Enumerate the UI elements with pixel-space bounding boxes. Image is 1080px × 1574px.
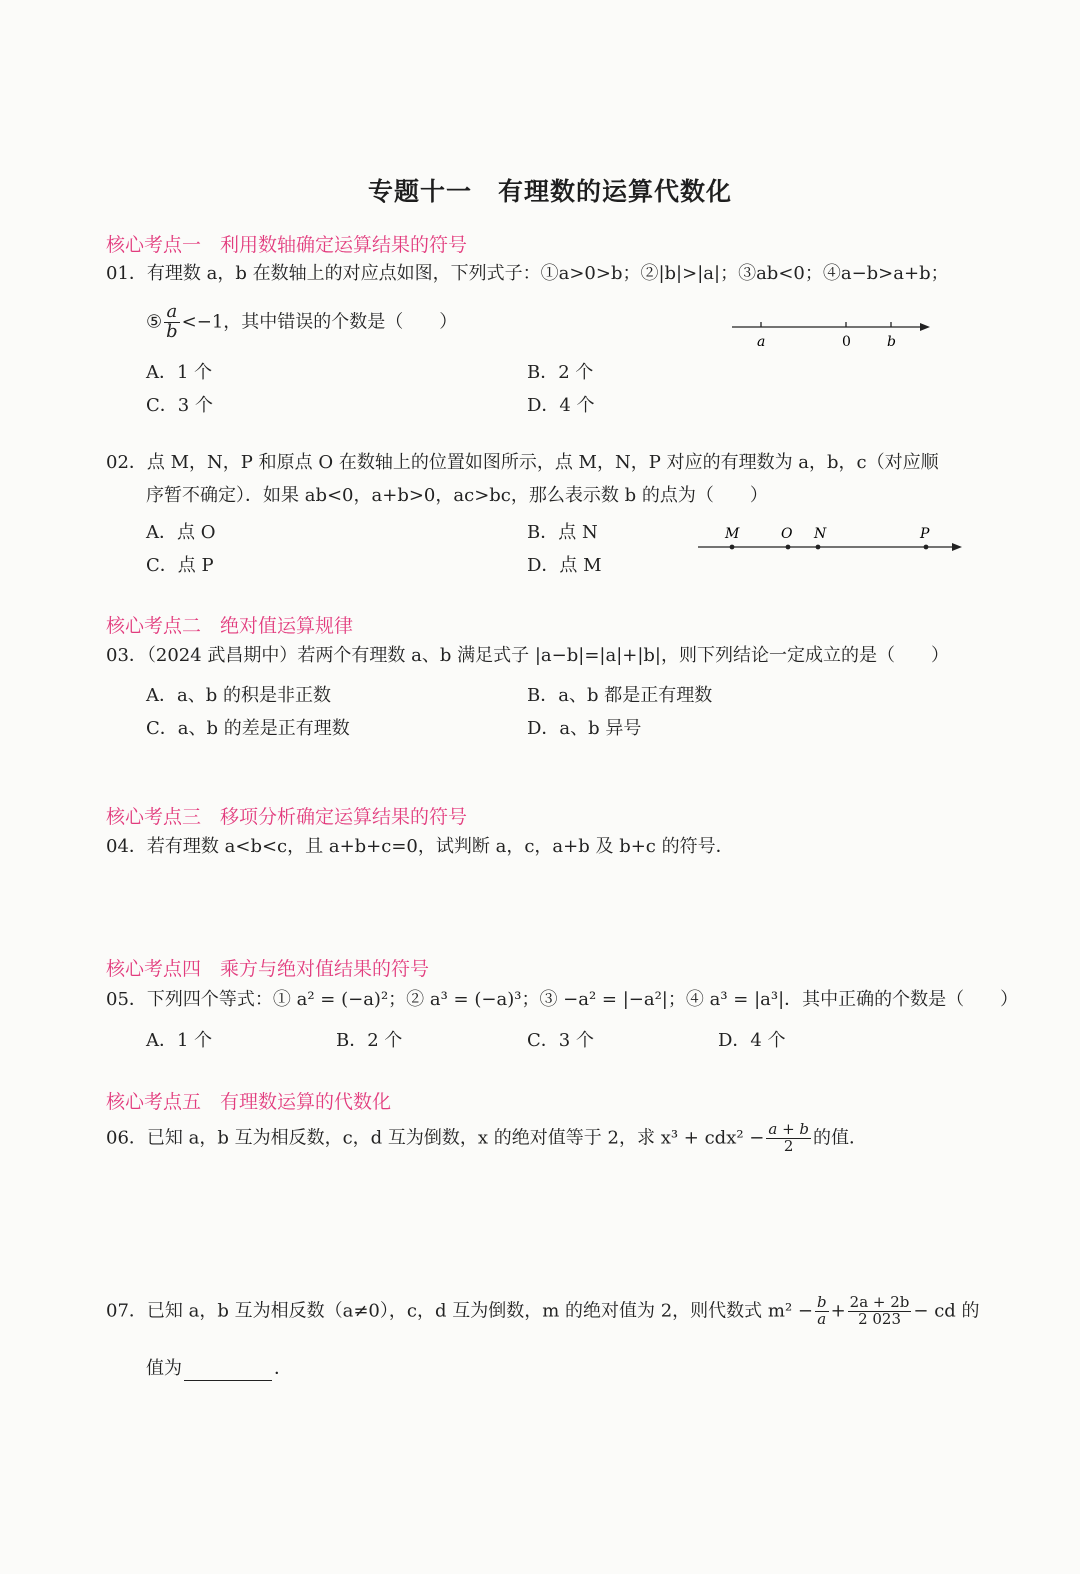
fraction-denominator: 2 023 — [858, 1309, 902, 1328]
question-06-suffix: 的值． — [813, 1127, 868, 1149]
question-05-line1: 05．下列四个等式：① a² = (−a)²；② a³ = (−a)³；③ −a² = |−a²|；④ a³ = |a³|．其中正确的个数是（ ） — [106, 989, 1019, 1010]
q3-option-a: A．a、b 的积是非正数 — [146, 685, 331, 706]
question-04-line1: 04．若有理数 a<b<c，且 a+b+c=0，试判断 a，c，a+b 及 b+c 的符号． — [106, 836, 734, 857]
section-heading-5: 核心考点五 有理数运算的代数化 — [106, 1091, 392, 1113]
question-06-text: 06．已知 a，b 互为相反数，c，d 互为倒数，x 的绝对值等于 2，求 x³ + cdx² − — [106, 1127, 765, 1149]
axis-label-p: P — [920, 526, 930, 542]
axis-label-b: b — [887, 334, 896, 350]
q1-option-a: A．1 个 — [146, 362, 213, 383]
axis-label-0: 0 — [842, 334, 851, 350]
fraction-numerator: a + b — [768, 1120, 810, 1138]
fraction-a-plus-b-over-2 — [766, 1122, 811, 1155]
answer-blank[interactable] — [184, 1362, 272, 1381]
fraction-b-over-a — [815, 1295, 829, 1328]
fraction-2a-2b-over-2023 — [848, 1295, 912, 1328]
q3-option-d: D．a、b 异号 — [527, 718, 642, 739]
number-line-q1 — [726, 312, 936, 352]
q2-option-a: A．点 O — [146, 522, 216, 543]
question-02-line2: 序暂不确定）．如果 ab<0，a+b>0，ac>bc，那么表示数 b 的点为（ ） — [146, 485, 768, 506]
page-title: 专题十一 有理数的运算代数化 — [368, 177, 733, 206]
circled-5: ⑤ — [146, 311, 163, 333]
fraction-denominator: a — [817, 1309, 827, 1328]
q5-option-c: C．3 个 — [527, 1030, 594, 1051]
section-heading-1: 核心考点一 利用数轴确定运算结果的符号 — [106, 234, 468, 256]
question-07-suffix: − cd 的 — [913, 1300, 980, 1322]
fraction-numerator: 2a + 2b — [849, 1293, 910, 1311]
q1-option-d: D．4 个 — [527, 395, 595, 416]
fraction-numerator: a — [164, 303, 180, 323]
axis-label-m: M — [725, 526, 740, 542]
fraction-denominator: 2 — [783, 1136, 794, 1155]
question-02-line1: 02．点 M，N，P 和原点 O 在数轴上的位置如图所示，点 M，N，P 对应的有理数为 a，b，c（对应顺 — [106, 452, 939, 473]
axis-label-o: O — [781, 526, 793, 542]
question-01-line1: 01．有理数 a，b 在数轴上的对应点如图，下列式子：①a>0>b；②|b|>|a|；③ab<0；④a−b>a+b； — [106, 263, 949, 284]
fraction-denominator: b — [166, 320, 178, 342]
q5-option-b: B．2 个 — [336, 1030, 403, 1051]
q2-option-c: C．点 P — [146, 555, 214, 576]
question-01-line2 — [146, 303, 457, 342]
q5-option-a: A．1 个 — [146, 1030, 213, 1051]
question-07-line1 — [106, 1295, 980, 1328]
question-06-line1 — [106, 1122, 867, 1155]
q2-option-b: B．点 N — [527, 522, 598, 543]
section-heading-2: 核心考点二 绝对值运算规律 — [106, 615, 354, 637]
question-07-line2 — [146, 1357, 292, 1381]
section-heading-3: 核心考点三 移项分析确定运算结果的符号 — [106, 806, 468, 828]
q1-option-c: C．3 个 — [146, 395, 213, 416]
axis-label-a: a — [757, 334, 766, 350]
axis-label-n: N — [814, 526, 827, 542]
fraction-numerator: b — [816, 1293, 827, 1311]
q5-option-d: D．4 个 — [718, 1030, 786, 1051]
question-03-line1: 03．（2024 武昌期中）若两个有理数 a、b 满足式子 |a−b|=|a|+|b|，则下列结论一定成立的是（ ） — [106, 645, 949, 666]
fraction-a-over-b — [164, 303, 180, 342]
q2-option-d: D．点 M — [527, 555, 602, 576]
q3-option-c: C．a、b 的差是正有理数 — [146, 718, 350, 739]
question-07-line2-end: ． — [274, 1358, 292, 1379]
q1-option-b: B．2 个 — [527, 362, 594, 383]
plus-sign: + — [830, 1300, 846, 1322]
question-01-suffix: <−1，其中错误的个数是（ ） — [181, 311, 458, 333]
question-07-text: 07．已知 a，b 互为相反数（a≠0），c，d 互为倒数，m 的绝对值为 2，则代数式 m² − — [106, 1300, 813, 1322]
section-heading-4: 核心考点四 乘方与绝对值结果的符号 — [106, 958, 430, 980]
number-line-q2 — [692, 522, 967, 558]
q3-option-b: B．a、b 都是正有理数 — [527, 685, 713, 706]
question-07-line2-text: 值为 — [146, 1358, 182, 1379]
